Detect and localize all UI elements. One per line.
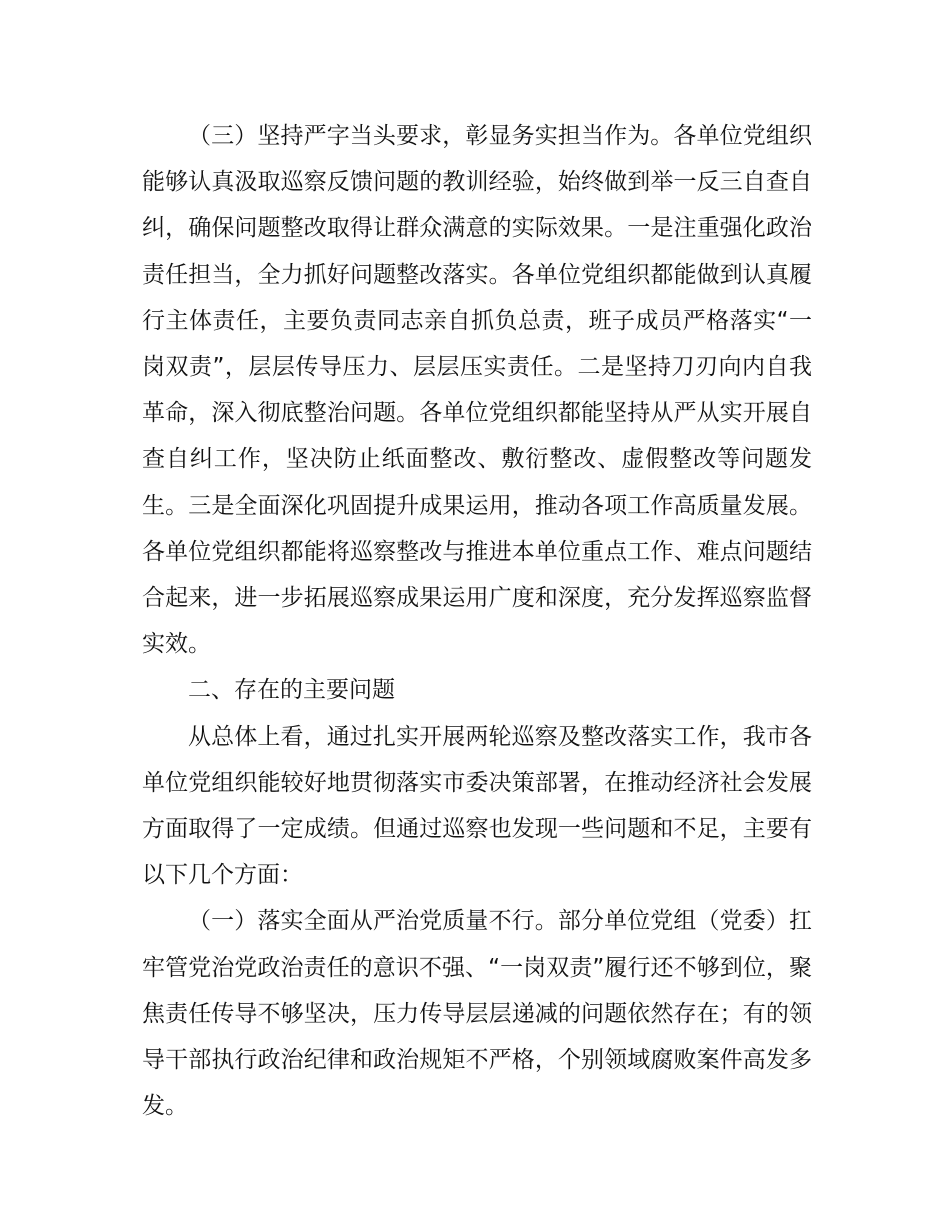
section-heading-main-problems: 二、存在的主要问题 — [188, 677, 395, 704]
paragraph-problem-one: （一）落实全面从严治党质量不行。部分单位党组（党委）扛牢管党治党政治责任的意识不强、“一岗双责”履行还不够到位，聚焦责任传导不够坚决，压力传导层层递减的问题依然存在；有的领导干部执行政治纪律和政治规矩不严格，个别领域腐败案件高发多发。 — [142, 908, 812, 1120]
paragraph-overview: 从总体上看，通过扎实开展两轮巡察及整改落实工作，我市各单位党组织能较好地贯彻落实市委决策部署，在推动经济社会发展方面取得了一定成绩。但通过巡察也发现一些问题和不足，主要有以下几个方面： — [142, 723, 812, 889]
paragraph-section-three: （三）坚持严字当头要求，彰显务实担当作为。各单位党组织能够认真汲取巡察反馈问题的教训经验，始终做到举一反三自查自纠，确保问题整改取得让群众满意的实际效果。一是注重强化政治责任担当，全力抓好问题整改落实。各单位党组织都能做到认真履行主体责任，主要负责同志亲自抓负总责，班子成员严格落实“一岗双责”，层层传导压力、层层压实责任。二是坚持刀刃向内自我革命，深入彻底整治问题。各单位党组织都能坚持从严从实开展自查自纠工作，坚决防止纸面整改、敷衍整改、虚假整改等问题发生。三是全面深化巩固提升成果运用，推动各项工作高质量发展。各单位党组织都能将巡察整改与推进本单位重点工作、难点问题结合起来，进一步拓展巡察成果运用广度和深度，充分发挥巡察监督实效。 — [142, 123, 812, 658]
document-body — [142, 113, 812, 1129]
